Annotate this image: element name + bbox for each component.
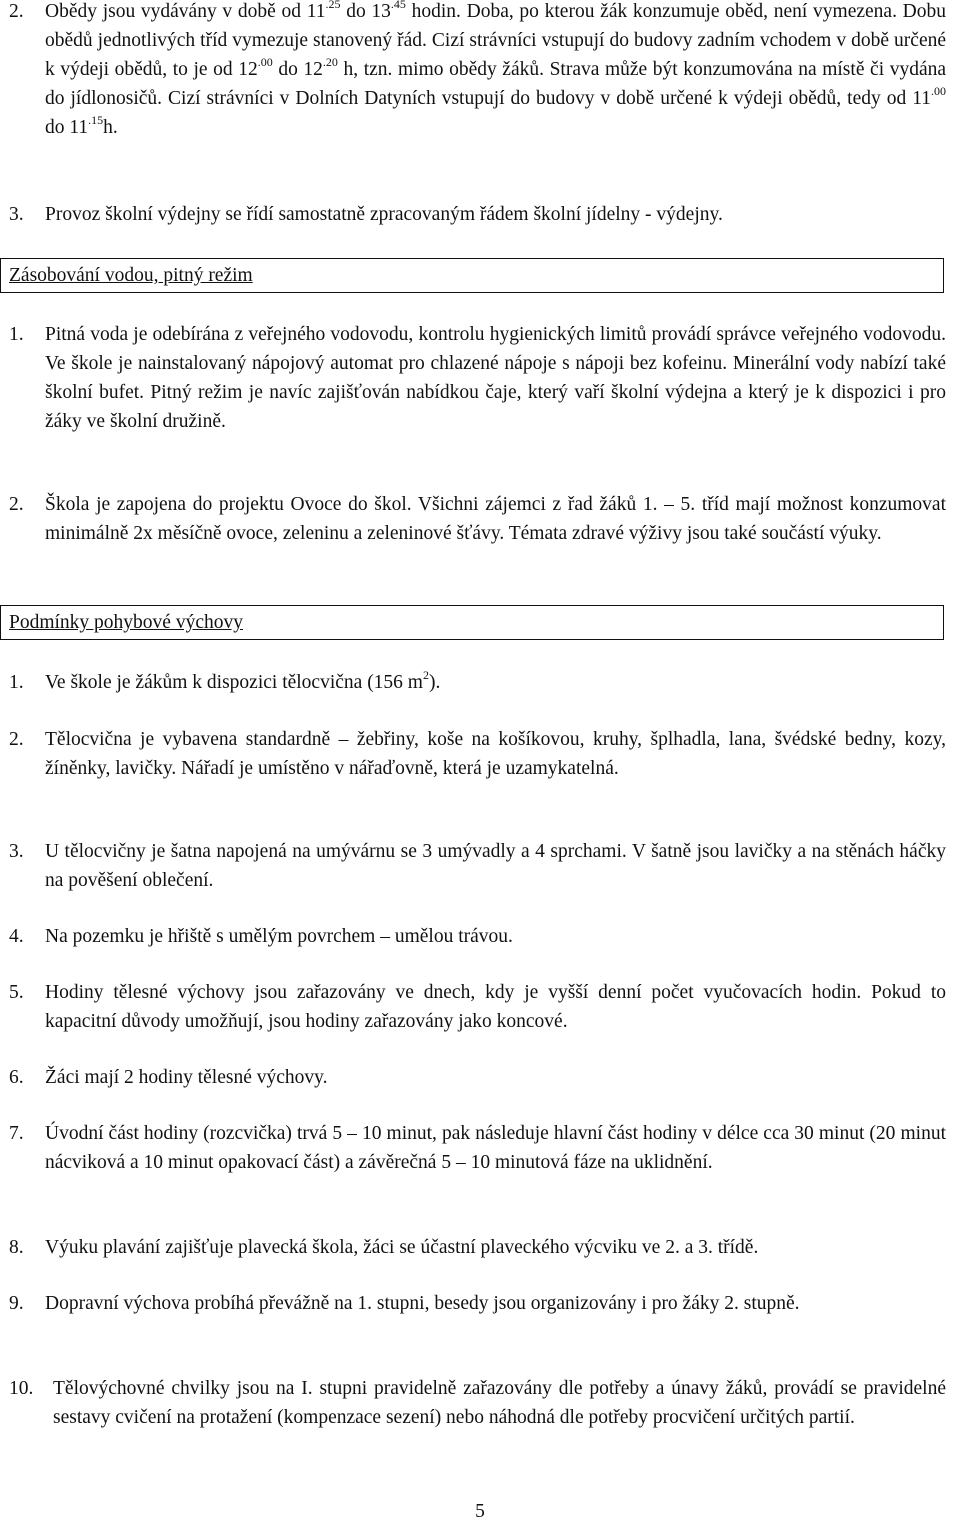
item-number: 2. [9, 729, 24, 750]
pe-item-9 [9, 1289, 946, 1318]
item-number: 4. [9, 926, 24, 947]
section-heading-pe [0, 605, 944, 640]
item-text: Hodiny tělesné výchovy jsou zařazovány ve dnech, kdy je vyšší denní počet vyučovacích hodin. Pokud to kapacitní důvody umožňují, jsou hodiny zařazovány jako koncové. [45, 982, 946, 1032]
item-text: Tělocvična je vybavena standardně – žebřiny, koše na košíkovou, kruhy, šplhadla, lana, švédské bedny, kozy, žíněnky, lavičky. Nářadí je umístěno v nářaďovně, která je uzamykatelná. [45, 729, 946, 779]
pe-item-7 [9, 1119, 946, 1177]
item-number: 8. [9, 1237, 24, 1258]
item-number: 10. [9, 1378, 34, 1399]
item-text: U tělocvičny je šatna napojená na umývárnu se 3 umývadly a 4 sprchami. V šatně jsou lavičky a na stěnách háčky na pověšení oblečení. [45, 841, 946, 891]
item-number: 9. [9, 1293, 24, 1314]
pe-item-6 [9, 1063, 946, 1092]
meals-item [9, 0, 946, 142]
pe-item-4 [9, 922, 946, 951]
item-text: Provoz školní výdejny se řídí samostatně zpracovaným řádem školní jídelny - výdejny. [45, 204, 723, 225]
water-item-1 [9, 320, 946, 436]
canteen-item [9, 200, 946, 229]
item-text: Ve škole je žákům k dispozici tělocvična (156 $m^2$). [45, 668, 441, 693]
item-number: 6. [9, 1067, 24, 1088]
item-text: Na pozemku je hřiště s umělým povrchem – umělou trávou. [45, 926, 513, 947]
page-number: 5 [475, 1501, 485, 1522]
item-text: Dopravní výchova probíhá převážně na 1. stupni, besedy jsou organizovány i pro žáky 2. stupně. [45, 1293, 800, 1314]
item-number: 7. [9, 1123, 24, 1144]
item-number: 5. [9, 982, 24, 1003]
item-text: Obědy jsou vydávány v době od $11^{.25}$ do $13^{.45}$ hodin. Doba, po kterou žák konzumuje oběd, není vymezena. Dobu obědů jednotlivých tříd vymezuje stanovený řád. Cizí strávníci vstupují do budovy zadním vchodem v době určené k výdeji obědů, to je od $12^{.00}$ do $12^{.20}$ h, tzn. mimo obědy žáků. Strava může být konzumována na místě či vydána do jídlonosičů. Cizí strávníci v Dolních Datyních vstupují do budovy v době určené k výdeji obědů, tedy od $11^{.00}$ do $11^{.15}h$. [45, 0, 947, 138]
water-item-2 [9, 490, 946, 548]
pe-item-1 [9, 668, 946, 697]
pe-item-3 [9, 837, 946, 895]
item-text: Tělovýchovné chvilky jsou na I. stupni pravidelně zařazovány dle potřeby a únavy žáků, provádí se pravidelné sestavy cvičení na protažení (kompenzace sezení) nebo náhodná dle potřeby procvičení určitých partií. [53, 1378, 946, 1428]
item-number: 3. [9, 204, 24, 225]
pe-item-8 [9, 1233, 946, 1262]
pe-item-10 [9, 1374, 946, 1432]
pe-item-2 [9, 725, 946, 783]
item-text: Výuku plavání zajišťuje plavecká škola, žáci se účastní plaveckého výcviku ve 2. a 3. třídě. [45, 1237, 759, 1258]
item-text: Pitná voda je odebírána z veřejného vodovodu, kontrolu hygienických limitů provádí správce veřejného vodovodu. Ve škole je nainstalovaný nápojový automat pro chlazené nápoje s nápoji bez kofeinu. Minerální vody nabízí také školní bufet. Pitný režim je navíc zajišťován nabídkou čaje, který vaří školní výdejna a který je k dispozici i pro žáky ve školní družině. [45, 324, 946, 432]
item-text: Škola je zapojena do projektu Ovoce do škol. Všichni zájemci z řad žáků 1. – 5. tříd mají možnost konzumovat minimálně 2x měsíčně ovoce, zeleninu a zeleninové šťávy. Témata zdravé výživy jsou také součástí výuky. [45, 494, 946, 544]
item-number: 1. [9, 672, 24, 693]
item-number: 2. [9, 1, 24, 22]
pe-item-5 [9, 978, 946, 1036]
section-heading-text: Podmínky pohybové výchovy [9, 612, 243, 633]
item-text: Úvodní část hodiny (rozcvička) trvá 5 – 10 minut, pak následuje hlavní část hodiny v délce cca 30 minut (20 minut nácviková a 10 minut opakovací část) a závěrečná 5 – 10 minutová fáze na uklidnění. [45, 1123, 946, 1173]
item-number: 1. [9, 324, 24, 345]
section-heading-water [0, 258, 944, 293]
item-number: 2. [9, 494, 24, 515]
item-text: Žáci mají 2 hodiny tělesné výchovy. [45, 1067, 328, 1088]
item-number: 3. [9, 841, 24, 862]
section-heading-text: Zásobování vodou, pitný režim [9, 265, 253, 286]
